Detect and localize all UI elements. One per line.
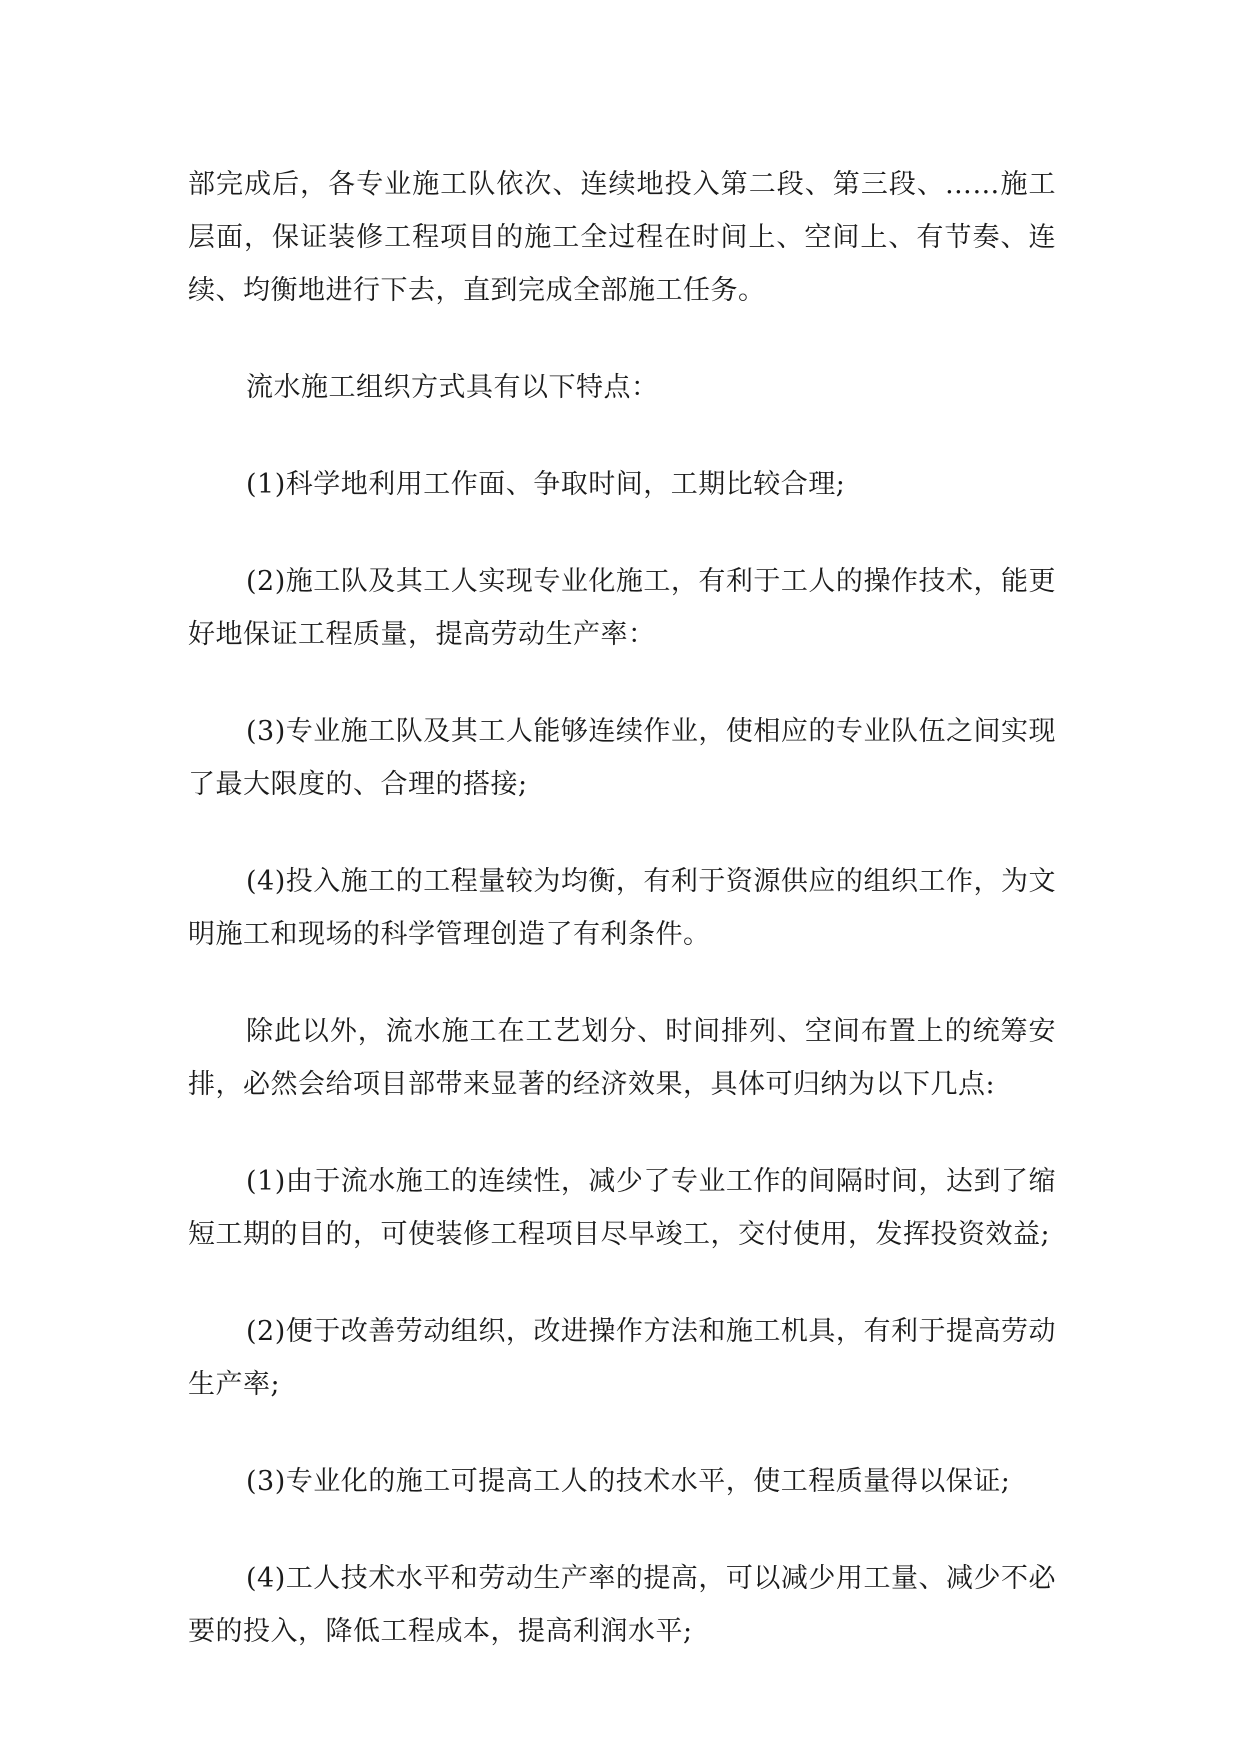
paragraph-benefit-2: (2)便于改善劳动组织，改进操作方法和施工机具，有利于提高劳动生产率;	[188, 1316, 1056, 1400]
paragraph-intro-features: 流水施工组织方式具有以下特点：	[246, 372, 659, 403]
paragraph-feature-4: (4)投入施工的工程量较为均衡，有利于资源供应的组织工作，为文明施工和现场的科学管理创造了有利条件。	[188, 866, 1056, 950]
paragraph-benefit-3: (3)专业化的施工可提高工人的技术水平，使工程质量得以保证;	[246, 1466, 1011, 1497]
paragraph-benefit-1: (1)由于流水施工的连续性，减少了专业工作的间隔时间，达到了缩短工期的目的，可使装修工程项目尽早竣工，交付使用，发挥投资效益;	[188, 1166, 1056, 1250]
paragraph-feature-3: (3)专业施工队及其工人能够连续作业，使相应的专业队伍之间实现了最大限度的、合理的搭接;	[188, 716, 1056, 800]
paragraph-intro-benefits: 除此以外，流水施工在工艺划分、时间排列、空间布置上的统筹安排，必然会给项目部带来显著的经济效果，具体可归纳为以下几点:	[188, 1016, 1056, 1100]
paragraph-benefit-4: (4)工人技术水平和劳动生产率的提高，可以减少用工量、减少不必要的投入，降低工程成本，提高利润水平;	[188, 1563, 1056, 1647]
paragraph-continued: 部完成后，各专业施工队依次、连续地投入第二段、第三段、……施工层面，保证装修工程项目的施工全过程在时间上、空间上、有节奏、连续、均衡地进行下去，直到完成全部施工任务。	[188, 169, 1056, 306]
document-body	[188, 158, 1056, 1702]
paragraph-feature-1: (1)科学地利用工作面、争取时间，工期比较合理;	[246, 469, 846, 500]
paragraph-feature-2: (2)施工队及其工人实现专业化施工，有利于工人的操作技术，能更好地保证工程质量，提高劳动生产率：	[188, 566, 1056, 650]
